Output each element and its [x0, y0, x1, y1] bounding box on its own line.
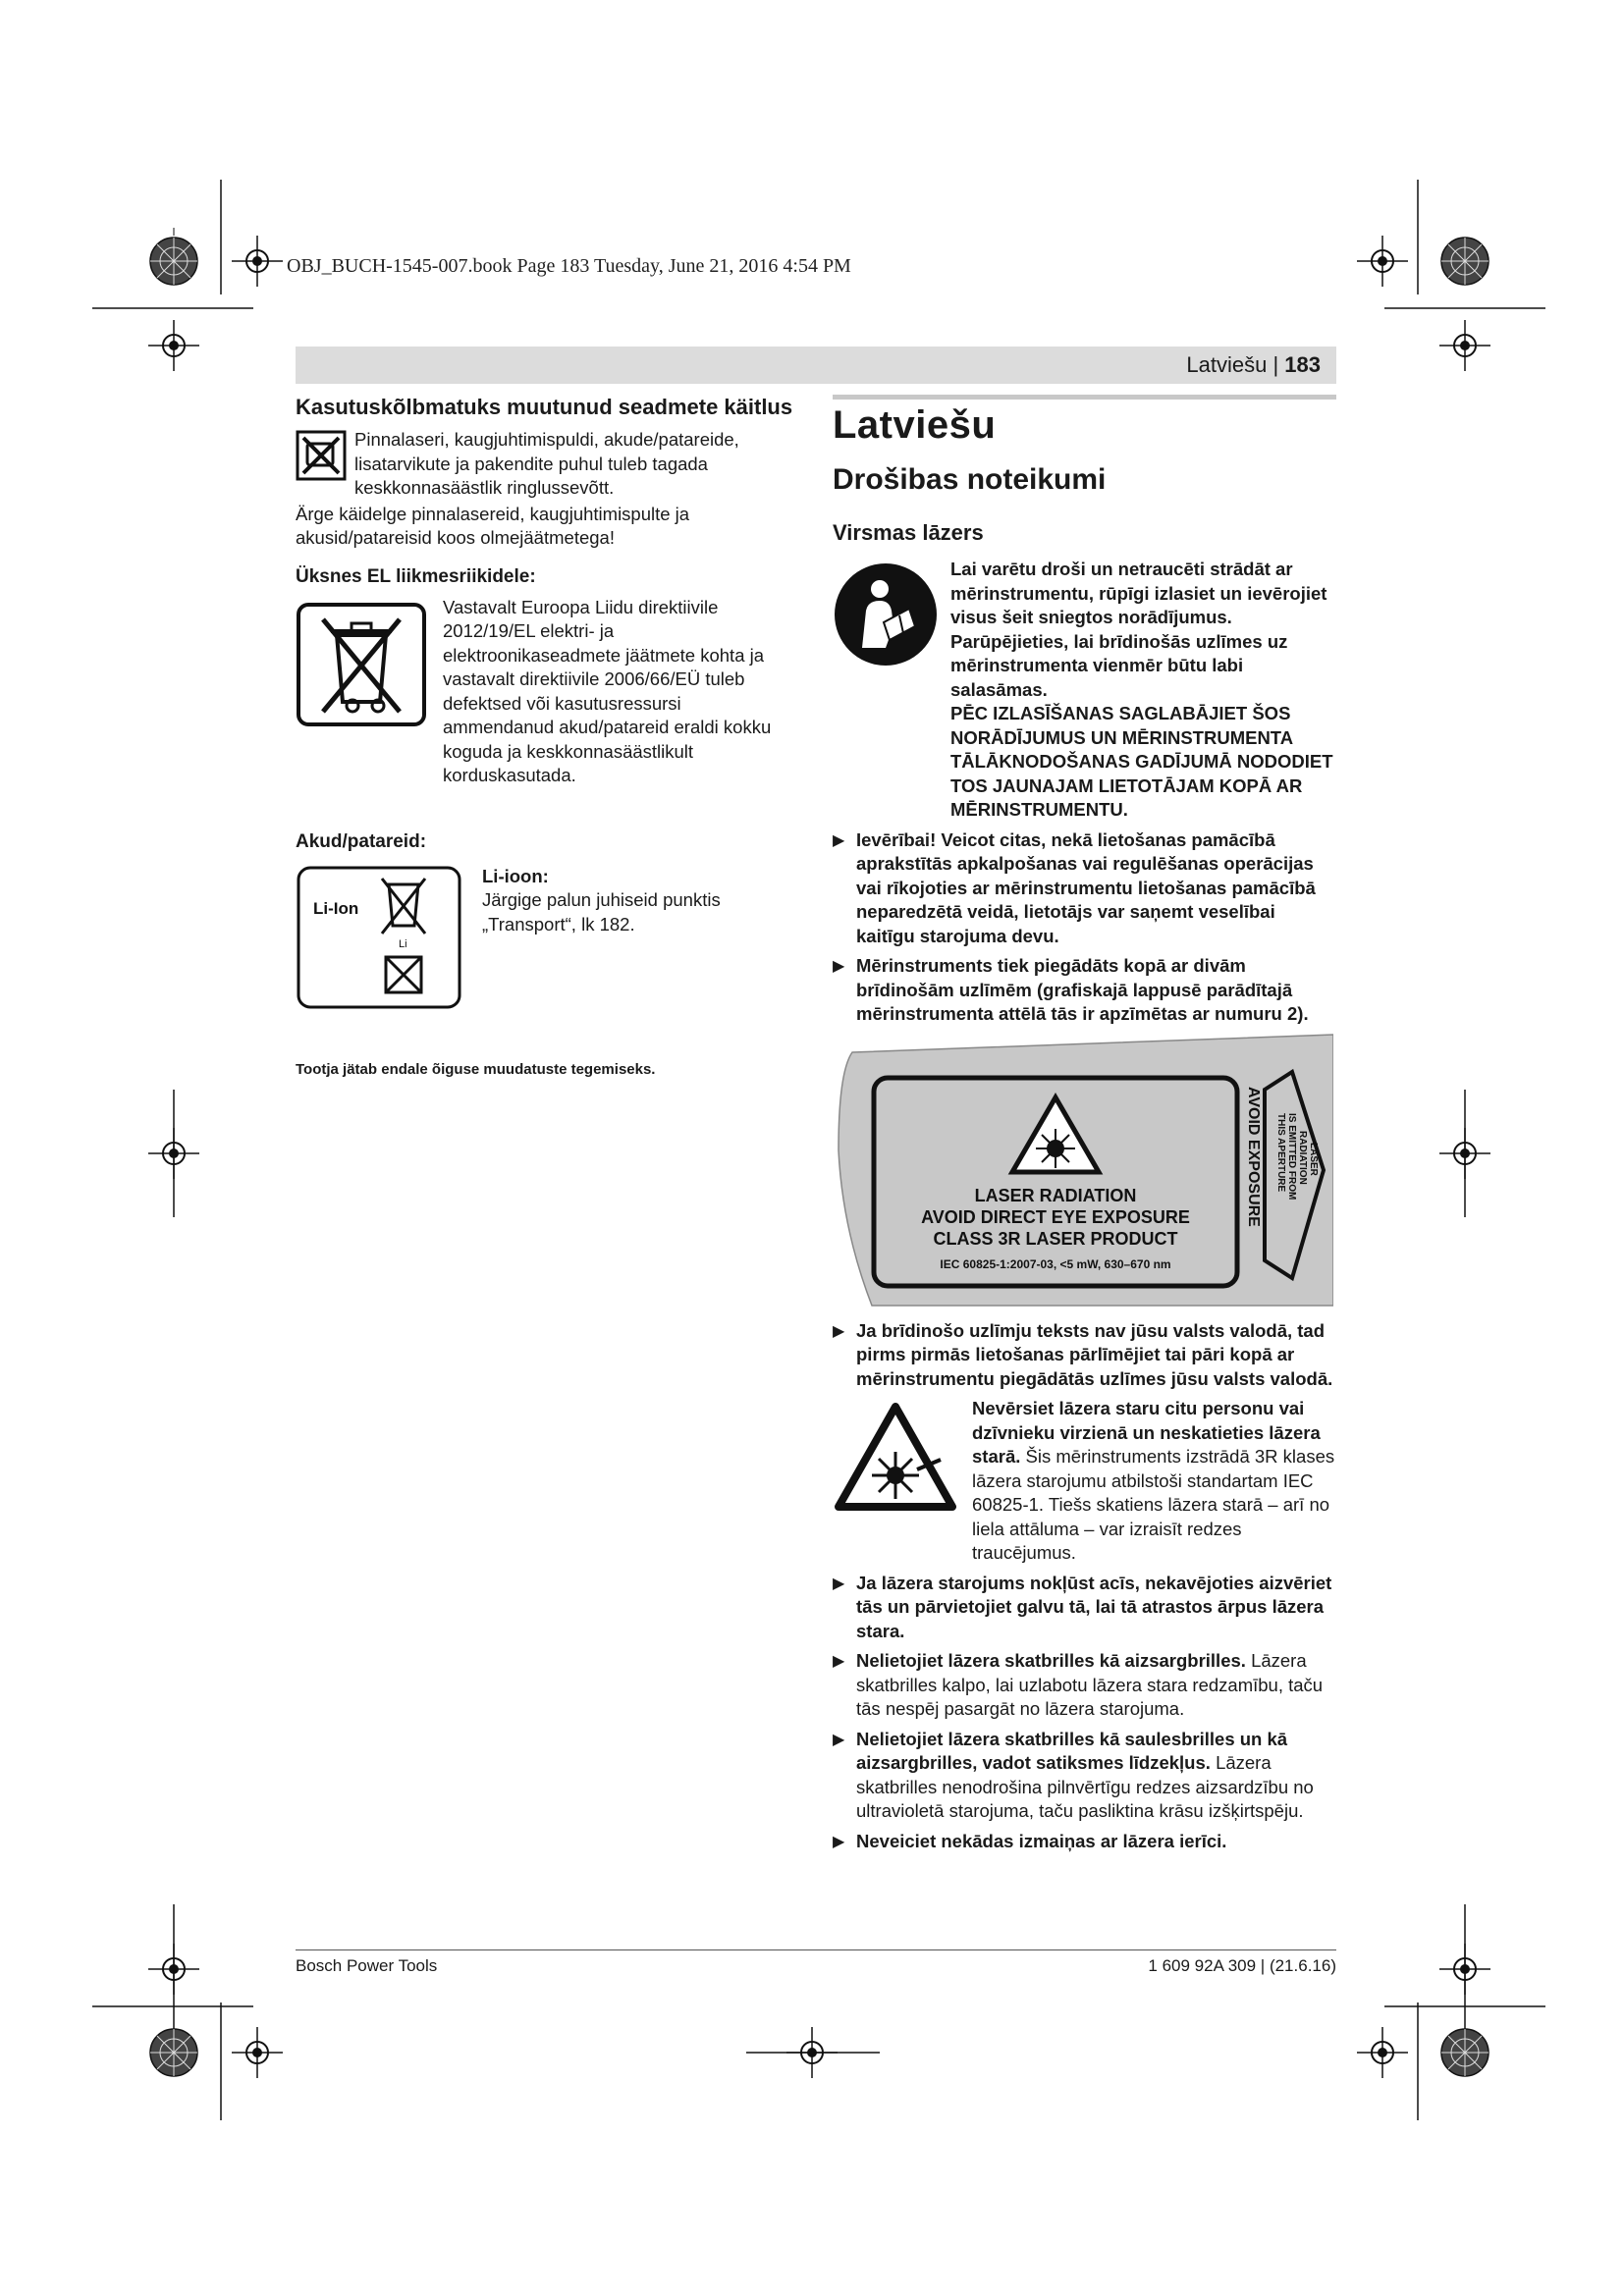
- label-line4: IEC 60825-1:2007-03, <5 mW, 630–670 nm: [940, 1256, 1171, 1271]
- bullet-mark: ▶: [833, 1731, 845, 1748]
- bullet-text-bold: Nelietojiet lāzera skatbrilles kā saulesbrilles un kā aizsargbrilles, vadot satiksmes līdzekļus.: [856, 1728, 1288, 1773]
- bullet-mark: ▶: [833, 831, 845, 849]
- label-line1: LASER RADIATION: [974, 1185, 1137, 1205]
- li-ion-battery-icon: [296, 865, 462, 1010]
- label-side1: AVOID EXPOSURE: [1245, 1086, 1262, 1227]
- intro-caps: PĒC IZLASĪŠANAS SAGLABĀJIET ŠOS NORĀDĪJUMUS UN MĒRINSTRUMENTA TĀLĀKNODOŠANAS GADĪJUMĀ NODODIET TOS JAUNAJAM LIETOTĀJAM KOPĀ AR MĒRINSTRUMENTU.: [950, 703, 1333, 820]
- label-side5: THIS APERTURE: [1275, 1112, 1286, 1192]
- bullet-text: Ievērībai! Veicot citas, nekā lietošanas pamācībā aprakstītās apkalpošanas vai regulēšanas operācijas vai rīkojoties ar mērinstrumentu lietošanas pamācībā neparedzētā veidā, lietotājs var saņemt veselībai kaitīgu starojuma devu.: [856, 828, 1316, 946]
- footer-doc-id: 1 609 92A 309 | (21.6.16): [1148, 1956, 1336, 1975]
- crossed-bin-icon: [296, 602, 427, 727]
- no-waste-icon: [296, 430, 347, 481]
- bullet-item: [833, 1649, 1336, 1722]
- bullet-item: [833, 954, 1336, 1027]
- bullet-mark: ▶: [833, 958, 845, 975]
- laser-warning-text: Šis mērinstruments izstrādā 3R klases lāzera starojumu atbilstoši standartam IEC 60825-1. Tiešs skatiens lāzera starā – arī no liela attāluma – var izraisīt redzes traucējumus.: [972, 1446, 1335, 1563]
- bullet-item: [833, 1728, 1336, 1824]
- battery-heading: Akud/patareid:: [296, 830, 427, 852]
- li-ion-label: Li-Ion: [313, 898, 359, 918]
- disposal-heading: Kasutuskõlbmatuks muutunud seadmete käitlus: [296, 395, 793, 419]
- laser-warning-label: [833, 1033, 1333, 1308]
- eu-heading: Üksnes EL liikmesriikidele:: [296, 565, 536, 587]
- footer-rule: [296, 1949, 1336, 1950]
- left-column: [296, 395, 796, 1078]
- read-manual-icon: [833, 561, 939, 667]
- header-separator: |: [1272, 352, 1279, 377]
- bullet-item: [833, 828, 1336, 949]
- bullet-text: Lāzera skatbrilles kalpo, lai uzlabotu lāzera stara redzamību, taču tās nespēj pasargāt no lāzera starojuma.: [856, 1650, 1324, 1719]
- bullet-item: [833, 1319, 1336, 1392]
- bullet-text: Ja lāzera starojums nokļūst acīs, nekavējoties aizvēriet tās un pārvietojiet galvu tā, lai tā atrastos ārpus lāzera stara.: [856, 1572, 1332, 1641]
- page-number: 183: [1284, 352, 1321, 377]
- li-small-label: Li: [399, 937, 407, 950]
- label-side4: IS EMITTED FROM: [1286, 1112, 1297, 1200]
- li-ion-heading: Li-ioon:: [482, 865, 549, 886]
- label-side2: LASER: [1308, 1142, 1319, 1176]
- manufacturer-note: Tootja jätab endale õiguse muudatuste tegemiseks.: [296, 1060, 656, 1078]
- right-column: [833, 395, 1336, 1854]
- disposal-note: Ärge käidelge pinnalasereid, kaugjuhtimispulte ja akusid/patareisid koos olmejäätmetega!: [296, 503, 690, 548]
- label-line3: CLASS 3R LASER PRODUCT: [933, 1228, 1178, 1249]
- bullet-mark: ▶: [833, 1833, 845, 1850]
- bullet-text: Ja brīdinošo uzlīmju teksts nav jūsu valsts valodā, tad pirms pirmās lietošanas pārlīmējiet tai pāri kopā ar mērinstrumentu piegādātās uzlīmes jūsu valsts valodā.: [856, 1319, 1333, 1389]
- bullet-text: Mērinstruments tiek piegādāts kopā ar divām brīdinošām uzlīmēm (grafiskajā lappusē parādītajā mērinstrumenta attēlā tās ir apzīmētas ar numuru 2).: [856, 955, 1309, 1024]
- safety-subtitle: Drošibas noteikumi: [833, 463, 1107, 496]
- bullet-item: [833, 1572, 1336, 1644]
- laser-warning-icon: [833, 1401, 958, 1513]
- intro-text: Lai varētu droši un netraucēti strādāt ar mērinstrumentu, rūpīgi izlasiet un ievērojiet visus šeit sniegtos norādījumus. Parūpējieties, lai brīdinošās uzlīmes uz mērinstrumenta vienmēr būtu labi salasāmas.: [950, 559, 1327, 700]
- label-side3: RADIATION: [1297, 1130, 1308, 1185]
- eu-text: Vastavalt Euroopa Liidu direktiivile 2012/19/EL elektri- ja elektroonikaseadmete jäätmete kohta ja vastavalt direktiivile 2006/66/EÜ tuleb defektsed või kasutusressursi ammendanud akud/patareid eraldi kokku koguda ja keskkonnasäästlikult korduskasutada.: [443, 596, 772, 785]
- bullet-mark: ▶: [833, 1575, 845, 1592]
- page-header: [1186, 352, 1321, 378]
- li-ion-text: Järgige palun juhiseid punktis „Transport“, lk 182.: [482, 889, 721, 934]
- bullet-mark: ▶: [833, 1322, 845, 1340]
- section-rule: [833, 395, 1336, 400]
- bullet-text: Lāzera skatbrilles nenodrošina pilnvērtīgu redzes aizsardzību no ultravioletā starojuma, taču pasliktina krāsu izšķirtspēju.: [856, 1752, 1314, 1821]
- page-header-band: [296, 347, 1336, 384]
- header-language: Latviešu: [1186, 352, 1268, 377]
- print-slug: OBJ_BUCH-1545-007.book Page 183 Tuesday, June 21, 2016 4:54 PM: [287, 255, 851, 277]
- language-title: Latviešu: [833, 403, 997, 447]
- bullet-text-bold: Nelietojiet lāzera skatbrilles kā aizsargbrilles.: [856, 1650, 1246, 1671]
- bullet-text: Neveiciet nekādas izmaiņas ar lāzera ierīci.: [856, 1830, 1227, 1851]
- surface-laser-heading: Virsmas lāzers: [833, 520, 984, 545]
- label-line2: AVOID DIRECT EYE EXPOSURE: [921, 1206, 1190, 1227]
- disposal-text: Pinnalaseri, kaugjuhtimispuldi, akude/patareide, lisatarvikute ja pakendite puhul tuleb tagada keskkonnasäästlik ringlussevõtt.: [354, 429, 739, 498]
- footer-brand: Bosch Power Tools: [296, 1956, 438, 1975]
- laser-warning-bold: Nevērsiet lāzera staru citu personu vai dzīvnieku virzienā un neskatieties lāzera starā.: [972, 1398, 1321, 1467]
- bullet-mark: ▶: [833, 1653, 845, 1670]
- bullet-item: [833, 1830, 1336, 1855]
